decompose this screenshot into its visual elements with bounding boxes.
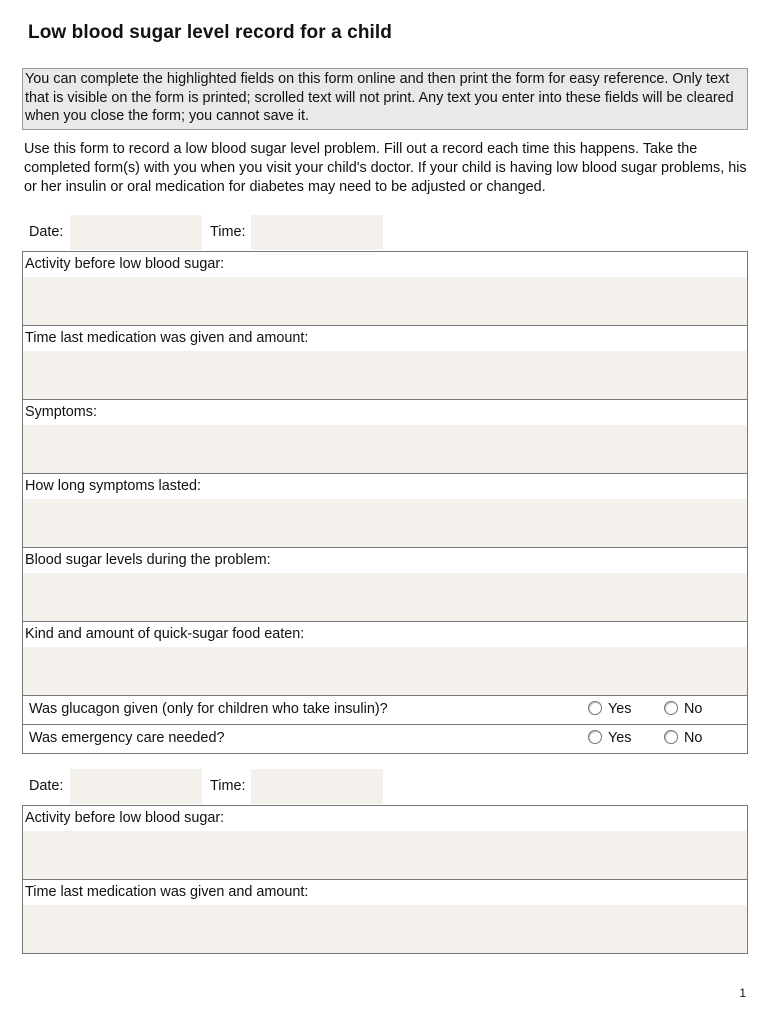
- record2-table: [22, 805, 748, 954]
- date-label: Date:: [29, 778, 64, 794]
- field-label: Symptoms:: [25, 404, 97, 420]
- radio-label: No: [684, 701, 703, 717]
- field-label: Blood sugar levels during the problem:: [25, 552, 271, 568]
- duration-input[interactable]: [23, 499, 747, 547]
- page-number: 1: [739, 986, 746, 1000]
- symptoms-field: [23, 399, 747, 473]
- radio-label: Yes: [608, 730, 632, 746]
- radio-label: No: [684, 730, 703, 746]
- date-input[interactable]: [70, 215, 202, 250]
- quick-sugar-input[interactable]: [23, 647, 747, 695]
- radio-label: Yes: [608, 701, 632, 717]
- field-label: Time last medication was given and amount:: [25, 884, 309, 900]
- medication-input[interactable]: [23, 351, 747, 399]
- quick-sugar-field: [23, 621, 747, 695]
- medication-field: [23, 879, 747, 953]
- glucagon-yes-radio[interactable]: [588, 701, 631, 717]
- time-input[interactable]: [251, 769, 383, 804]
- page-title: Low blood sugar level record for a child: [28, 22, 393, 43]
- field-label: How long symptoms lasted:: [25, 478, 201, 494]
- online-form-notice: You can complete the highlighted fields on this form online and then print the form for easy reference. Only text that is visible on the form is printed; scrolled text will not print. Any text you enter into these fields will be cleared when you close the form; you cannot save it.: [22, 68, 748, 130]
- blood-sugar-field: [23, 547, 747, 621]
- radio-circle-icon: [588, 701, 602, 715]
- radio-circle-icon: [588, 730, 602, 744]
- symptoms-input[interactable]: [23, 425, 747, 473]
- glucagon-no-radio[interactable]: [664, 701, 702, 717]
- glucagon-question: [23, 695, 747, 724]
- radio-circle-icon: [664, 701, 678, 715]
- emergency-no-radio[interactable]: [664, 730, 702, 746]
- question-text: Was emergency care needed?: [29, 730, 225, 746]
- radio-circle-icon: [664, 730, 678, 744]
- intro-paragraph: Use this form to record a low blood sugar level problem. Fill out a record each time this happens. Take the completed form(s) with you when you visit your child's doctor. If your child is having low blood sugar problems, his or her insulin or oral medication for diabetes may need to be adjusted or changed.: [24, 141, 747, 195]
- time-label: Time:: [210, 224, 246, 240]
- question-text: Was glucagon given (only for children who take insulin)?: [29, 701, 388, 717]
- activity-input[interactable]: [23, 831, 747, 879]
- activity-field: [23, 806, 747, 879]
- emergency-yes-radio[interactable]: [588, 730, 631, 746]
- emergency-question: [23, 724, 747, 753]
- field-label: Activity before low blood sugar:: [25, 810, 225, 826]
- activity-field: [23, 252, 747, 325]
- time-input[interactable]: [251, 215, 383, 250]
- time-label: Time:: [210, 778, 246, 794]
- field-label: Kind and amount of quick-sugar food eaten:: [25, 626, 305, 642]
- record1-date-time-row: [22, 215, 748, 250]
- activity-input[interactable]: [23, 277, 747, 325]
- date-label: Date:: [29, 224, 64, 240]
- medication-input[interactable]: [23, 905, 747, 953]
- field-label: Activity before low blood sugar:: [25, 256, 225, 272]
- record2-date-time-row: [22, 769, 748, 804]
- blood-sugar-input[interactable]: [23, 573, 747, 621]
- medication-field: [23, 325, 747, 399]
- duration-field: [23, 473, 747, 547]
- record1-table: [22, 251, 748, 754]
- field-label: Time last medication was given and amount:: [25, 330, 309, 346]
- date-input[interactable]: [70, 769, 202, 804]
